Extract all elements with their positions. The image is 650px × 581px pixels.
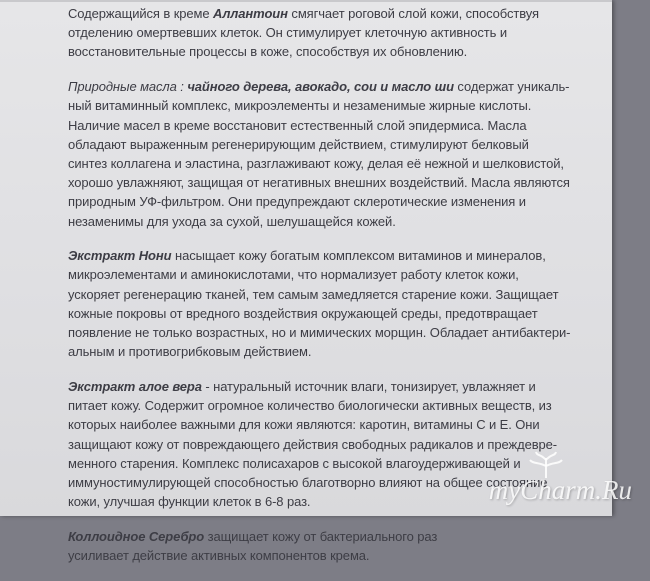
ingredient-noni: Экстракт Нони — [68, 248, 172, 264]
paragraph-natural-oils: Природные масла : чайного дерева, авокадо, сои и масло ши содержат уникаль- ный витаминный комплекс, микроэлементы и незаменимые жирные кислоты. Наличие масел в креме восстановит естественный слой эпидермиса. Масла обладают выраженным регенерирующим действием, стимулируют белковый синтез коллагена и эластина, разглаживают кожу, делая её нежной и шелковистой, хорошо увлажняют, защищая от негативных внешних воздействий. Масла являются природным УФ-фильтром. Они предупреждают склеротические изменения и незаменимы для ухода за сухой, шелушащейся кожей. — [68, 79, 570, 229]
ingredient-oils-label: Природные масла : — [68, 79, 188, 95]
ingredient-aloe: Экстракт алое вера — [68, 378, 202, 394]
paragraph-allantoin: Содержащийся в креме Аллантоин смягчает роговой слой кожи, способствуя отделению омертвевших клеток. Он стимулирует клеточную активность и восстановительные процессы в коже, способствуя их обновлению. — [68, 6, 539, 60]
watermark-logo: myCharm.Ru — [488, 475, 632, 505]
paragraph-noni: Экстракт Нони насыщает кожу богатым комплексом витаминов и минералов, микроэлементами и аминокислотами, что нормализует работу клеток кожи, ускоряет регенерацию тканей, тем самым замедляется старение кожи. Защищает кожные покровы от вредного воздействия окружающей среды, предотвращает появление не только возрастных, но и мимических морщин. Обладает антибактери- альным и противогрибковым действием. — [68, 248, 571, 360]
paragraph-silver: Коллоидное Серебро защищает кожу от бактериального раз усиливает действие активных компонентов крема. — [68, 528, 438, 564]
paragraph-aloe: Экстракт алое вера - натуральный источник влаги, тонизирует, увлажняет и питает кожу. Содержит огромное количество биологически активных веществ, из которых наиболее важными для кожи являются: каротин, витамины С и Е. Они защищают кожу от повреждающего действия свободных радикалов и преждевре- менного старения. Комплекс полисахаров с высокой влагоудерживающей и иммуностимулирующей способностью благотворно влияют на общее состояние кожи, улучшая функции клеток в 6-8 раз. — [68, 378, 557, 510]
paper-fold — [0, 0, 612, 2]
ingredient-oils-list: чайного дерева, авокадо, сои и масло ши — [187, 79, 454, 95]
ingredient-silver: Коллоидное Серебро — [68, 528, 205, 544]
ingredient-allantoin: Аллантоин — [213, 6, 288, 21]
